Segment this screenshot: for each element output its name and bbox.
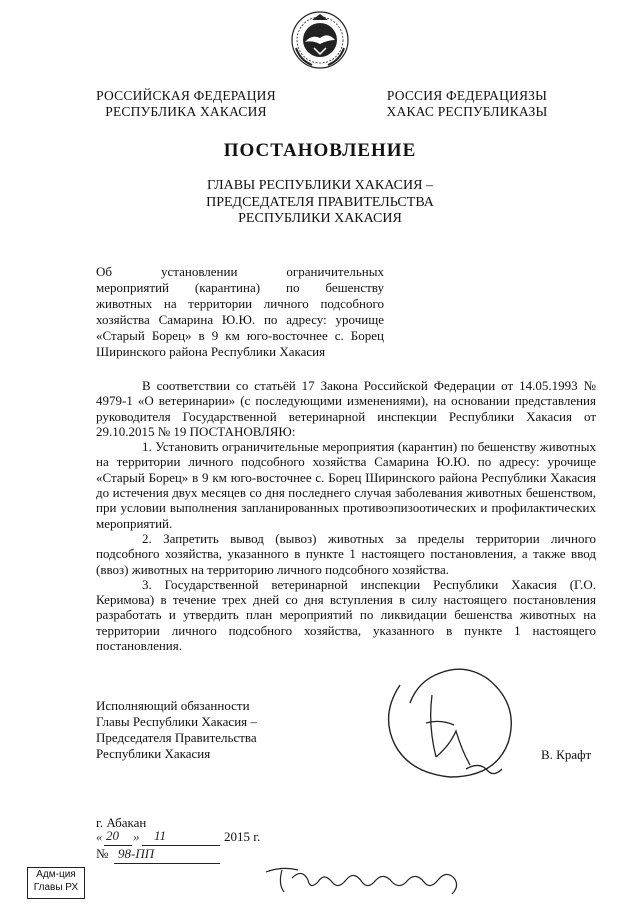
subtitle-line-1: ГЛАВЫ РЕСПУБЛИКИ ХАКАСИЯ – [207,178,433,193]
body-preamble: В соответствии со статьёй 17 Закона Российской Федерации от 14.05.1993 № 4979-1 «О ветеринарии» (с последующими изменениями), на основании представления руководителя Государственной ветеринарной инспекции Республики Хакасия от 29.10.2015 № 19 ПОСТАНОВЛЯЮ: [96,378,596,439]
date-quote-open: « [96,829,103,844]
body-item-2: 2. Запретить вывод (вывоз) животных за пределы территории личного подсобного хозяйства, указанного в пункте 1 настоящего постановления, а также ввод (ввоз) животных на территорию личного подсобного хозяйства. [96,530,596,577]
date-month: 11 [154,828,167,843]
document-title: ПОСТАНОВЛЕНИЕ [223,140,417,161]
header-khakas [372,88,562,120]
body-item-3: 3. Государственной ветеринарной инспекции Республики Хакасия (Г.О. Керимова) в течение трех дней со дня вступления в силу настоящего постановления разработать и утвердить план мероприятий по ликвидации бешенства животных на территории личного подсобного хозяйства, указанного в пункте 1 настоящего постановления. [96,576,596,654]
stamp-line-1: Адм-ция [36,869,76,880]
header-russian [86,88,286,120]
subject-line-2: мероприятий (карантина) по бешенству [96,280,384,295]
header-left-line-1: РОССИЙСКАЯ ФЕДЕРАЦИЯ [96,88,276,103]
registration-stamp [27,867,85,899]
document-body [96,378,596,653]
date-day: 20 [106,828,119,843]
header-left-line-2: РЕСПУБЛИКА ХАКАСИЯ [105,104,267,119]
handwritten-signature-icon [262,858,472,900]
document-subject [96,264,384,360]
subject-line-3: животных на территории личного подсобного [96,296,384,311]
signer-line-1: Исполняющий обязанности [96,698,250,713]
place: г. Абакан [96,815,147,830]
subject-line-4: хозяйства Самарина Ю.Ю. по адресу: урочище [96,312,384,327]
signer-line-3: Председателя Правительства [96,730,257,745]
subject-line-6: Ширинского района Республики Хакасия [96,344,326,359]
subtitle-line-2: ПРЕДСЕДАТЕЛЯ ПРАВИТЕЛЬСТВА [206,194,434,210]
header-right-line-2: ХАКАС РЕСПУБЛИКАЗЫ [386,104,548,119]
header-right-line-1: РОССИЯ ФЕДЕРАЦИЯЗЫ [386,88,548,103]
document-number [96,846,236,866]
signer-line-4: Республики Хакасия [96,746,211,761]
stamp-line-2: Главы РХ [33,882,79,893]
signer-line-2: Главы Республики Хакасия – [96,714,257,729]
number-label: № [96,846,109,861]
handwritten-signature-icon [370,665,530,787]
subtitle-line-3: РЕСПУБЛИКИ ХАКАСИЯ [238,211,402,226]
date-quote-close: » [133,829,140,844]
signer-name: В. Крафт [541,747,592,762]
number-underline [114,863,220,864]
document-subtitle [170,178,470,228]
coat-of-arms-icon [290,10,350,70]
signer-title [96,698,346,762]
number-value: 98-ПП [118,846,155,861]
body-item-1: 1. Установить ограничительные мероприятия (карантин) по бешенству животных на территории личного подсобного хозяйства Самарина Ю.Ю. по адресу: урочище «Старый Борец» в 9 км юго-восточнее с. Борец Ширинского района Республики Хакасия до истечения двух месяцев со дня последнего случая заболевания животных бешенством, при условии выполнения запланированных противоэпизоотических и профилактических мероприятий. [96,439,596,531]
date-year: 2015 г. [224,829,261,844]
subject-line-5: «Старый Борец» в 9 км юго-восточнее с. Борец [96,328,384,343]
subject-line-1: Об установлении ограничительных [96,264,384,279]
